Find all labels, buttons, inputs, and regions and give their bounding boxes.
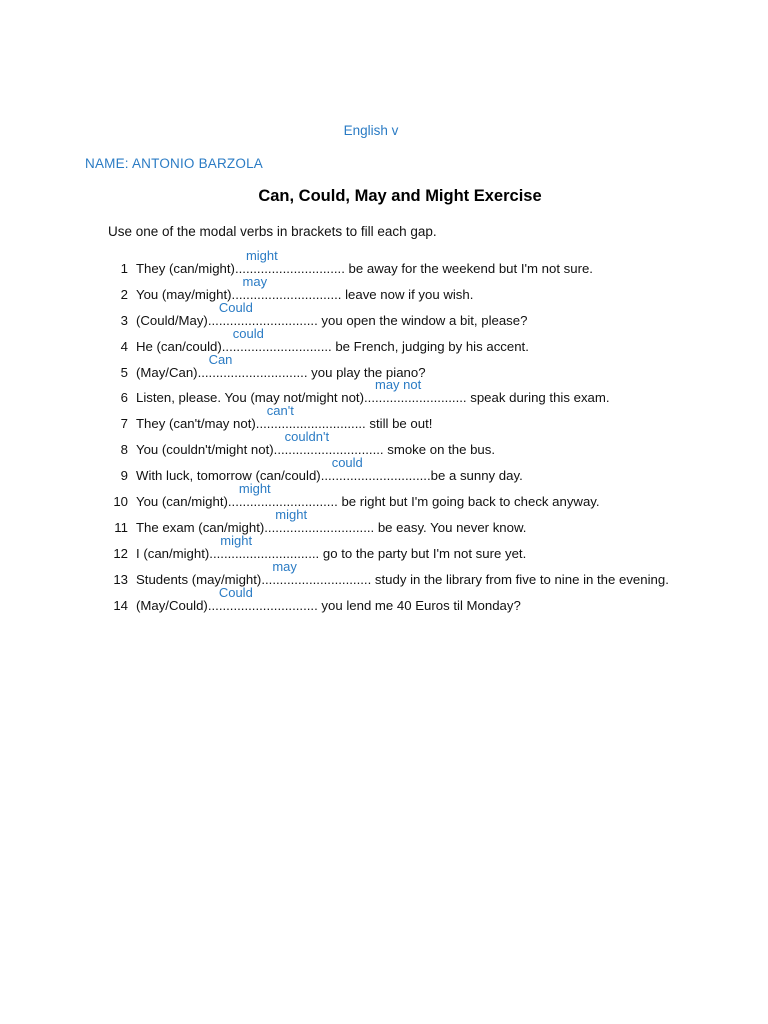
exercise-item — [106, 273, 746, 308]
item-number: 3 — [120, 312, 128, 328]
answer-gap — [364, 377, 467, 411]
answer-gap — [320, 455, 431, 489]
student-name: NAME: ANTONIO BARZOLA — [85, 156, 263, 171]
exercise-item — [106, 481, 746, 515]
item-continuation: smoke on the bus. — [383, 442, 496, 458]
gap-dots: .............................. — [234, 261, 345, 276]
gap-dots: .............................. — [320, 468, 431, 484]
item-prompt: With luck, tomorrow (can/could) — [136, 468, 321, 484]
gap-dots: .............................. — [273, 442, 384, 458]
item-continuation: study in the library from five to nine in the evening. — [371, 571, 669, 587]
item-prompt: They (can't/may not) — [136, 416, 256, 432]
item-prompt: Students (may/might) — [136, 571, 262, 587]
answer-gap — [197, 351, 308, 386]
answer-text: could — [331, 455, 363, 471]
gap-dots: .............................. — [209, 545, 320, 561]
item-prompt: You (may/might) — [136, 286, 232, 302]
answer-text: can't — [266, 403, 294, 419]
answer-text: may not — [375, 377, 422, 393]
item-number: 11 — [114, 519, 128, 535]
answer-text: could — [232, 325, 264, 341]
item-prompt: You (couldn't/might not) — [136, 442, 274, 458]
item-prompt: The exam (can/might) — [136, 519, 265, 535]
item-number: 7 — [120, 416, 128, 432]
item-prompt: Listen, please. You (may not/might not) — [136, 390, 364, 406]
item-continuation: still be out! — [365, 416, 433, 432]
exercise-item — [106, 248, 746, 282]
item-number: 14 — [113, 597, 128, 613]
item-prompt: (May/Could) — [136, 597, 208, 613]
gap-dots: ............................ — [364, 390, 467, 406]
gap-dots: .............................. — [227, 494, 338, 510]
instructions: Use one of the modal verbs in brackets to fill each gap. — [108, 224, 437, 239]
item-continuation: you lend me 40 Euros til Monday? — [317, 597, 521, 613]
answer-text: may — [242, 273, 268, 289]
exercise-item — [106, 506, 746, 541]
exercise-item — [106, 584, 746, 619]
item-number: 13 — [113, 571, 128, 587]
answer-gap — [273, 429, 384, 463]
answer-text: couldn't — [284, 429, 330, 445]
answer-text: Could — [218, 584, 253, 600]
exercise-item — [106, 403, 746, 437]
exercise-item — [106, 429, 746, 463]
item-continuation: go to the party but I'm not sure yet. — [319, 545, 527, 561]
answer-text: might — [220, 532, 253, 548]
answer-gap — [264, 506, 375, 541]
gap-dots: .............................. — [231, 286, 342, 302]
item-continuation: be easy. You never know. — [374, 519, 527, 535]
item-prompt: He (can/could) — [136, 338, 222, 354]
gap-dots: .............................. — [221, 338, 332, 354]
answer-text: Can — [208, 351, 233, 367]
item-prompt: You (can/might) — [136, 494, 228, 510]
gap-dots: .............................. — [207, 597, 318, 613]
gap-dots: .............................. — [197, 364, 308, 380]
item-number: 2 — [120, 286, 128, 302]
exercise-item — [106, 532, 746, 567]
exercise-item — [106, 377, 746, 411]
exercise-item — [106, 299, 746, 334]
answer-text: might — [245, 248, 278, 263]
item-number: 12 — [113, 545, 128, 561]
worksheet-title: Can, Could, May and Might Exercise — [258, 187, 542, 205]
item-prompt: (May/Can) — [136, 364, 198, 380]
answer-gap — [209, 532, 320, 567]
gap-dots: .............................. — [255, 416, 366, 432]
item-continuation: you play the piano? — [307, 364, 426, 380]
item-continuation: be a sunny day. — [430, 468, 523, 484]
course-label: English v — [343, 123, 399, 138]
exercise-item — [106, 325, 746, 360]
exercise-item — [106, 558, 746, 593]
answer-gap — [221, 325, 332, 360]
answer-text: Could — [218, 299, 253, 315]
gap-dots: .............................. — [264, 519, 375, 535]
item-prompt: They (can/might) — [136, 261, 235, 276]
answer-text: might — [238, 481, 271, 497]
item-number: 6 — [120, 390, 128, 406]
exercise-item — [106, 455, 746, 489]
item-number: 10 — [113, 494, 128, 510]
item-number: 5 — [120, 364, 128, 380]
answer-text: may — [272, 558, 297, 574]
exercise-list — [106, 248, 746, 618]
item-number: 4 — [120, 338, 128, 354]
item-prompt: I (can/might) — [136, 545, 210, 561]
item-prompt: (Could/May) — [136, 312, 208, 328]
item-number: 9 — [120, 468, 128, 484]
answer-gap — [261, 558, 372, 593]
item-continuation: speak during this exam. — [466, 390, 610, 406]
gap-dots: .............................. — [207, 312, 318, 328]
item-continuation: you open the window a bit, please? — [317, 312, 528, 328]
item-continuation: be away for the weekend but I'm not sure. — [344, 261, 593, 276]
item-continuation: be right but I'm going back to check anyway. — [337, 494, 600, 510]
item-number: 8 — [120, 442, 128, 458]
gap-dots: .............................. — [261, 571, 372, 587]
exercise-item — [106, 351, 746, 386]
item-continuation: be French, judging by his accent. — [331, 338, 529, 354]
item-continuation: leave now if you wish. — [341, 286, 474, 302]
item-number: 1 — [120, 261, 128, 276]
answer-text: might — [275, 506, 308, 522]
answer-gap — [207, 584, 318, 619]
